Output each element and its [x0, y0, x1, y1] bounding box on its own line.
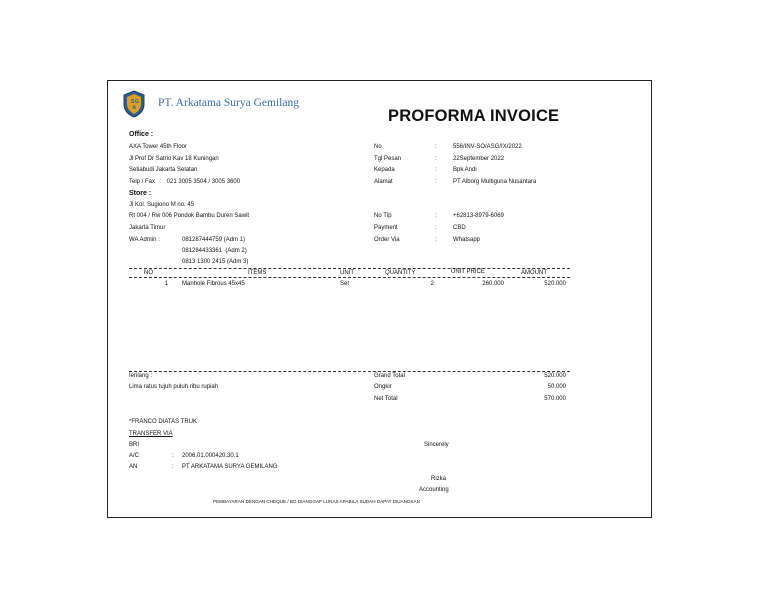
- logo-letter: G: [135, 99, 139, 105]
- order-date: 22September 2022: [453, 156, 505, 162]
- store-line: Jl Kol. Sugiono M no. 45: [129, 202, 195, 208]
- column-header-unit: UNIT: [340, 270, 354, 276]
- office-telp: Telp / Fax : 021 3005 3504 / 3005 3600: [129, 179, 241, 185]
- net-total-value: 570.000: [544, 396, 566, 402]
- info-label: Kepada: [374, 167, 395, 173]
- info-label: No: [374, 144, 382, 150]
- info-colon: :: [435, 167, 437, 173]
- company-name: PT. Arkatama Surya Gemilang: [158, 97, 299, 109]
- column-header-no: NO: [144, 270, 153, 276]
- terbilang-label: Ierilang :: [129, 373, 153, 379]
- table-header-rule: [129, 277, 570, 278]
- wa-label: WA Admin :: [129, 237, 160, 243]
- transfer-heading: TRANSFER VIA: [129, 431, 173, 437]
- column-header-unit-price: UNIT PRICE: [451, 269, 485, 275]
- store-line: Jakarta Timur: [129, 225, 166, 231]
- account-label: A/C: [129, 453, 140, 459]
- signer-role: Accounting: [419, 487, 449, 493]
- info-label: Order Via: [374, 237, 400, 243]
- info-label: Tgl Pesan: [374, 156, 402, 162]
- account-number: 2006.01.000420.30.1: [182, 453, 239, 459]
- info-colon: :: [435, 225, 437, 231]
- customer-address: PT Alborg Multiguna Nusantara: [453, 179, 537, 185]
- info-label: Payment: [374, 225, 398, 231]
- column-header-amount: AMOUNT: [521, 270, 547, 276]
- column-header-quantity: QUANTITY: [385, 270, 416, 276]
- office-line: Setiabudi Jakarta Selatan: [129, 167, 198, 173]
- franco-note: *FRANCO DIATAS TRUK: [129, 419, 198, 425]
- row-item: Manhole Fibrous 45x45: [182, 281, 245, 287]
- row-amount: 520.000: [544, 281, 566, 287]
- info-colon: :: [435, 237, 437, 243]
- customer-name: Bpk Andi: [453, 167, 477, 173]
- row-no: 1: [164, 281, 168, 287]
- info-label: No Tlp: [374, 213, 392, 219]
- totals-top-rule: [129, 371, 570, 372]
- closing-text: Sincerely: [424, 442, 449, 448]
- invoice-sheet: [107, 80, 652, 518]
- account-name-label: AN: [129, 464, 138, 470]
- terbilang-text: Lima ratus tujuh puluh ribu rupiah: [129, 384, 219, 390]
- account-colon: :: [172, 464, 174, 470]
- shipping-label: Ongkir: [374, 384, 392, 390]
- office-line: AXA Tower 45th Floor: [129, 144, 187, 150]
- logo-letter: S: [131, 99, 135, 105]
- office-line: Jl Prof Dr Satrio Kav 18 Kuningan: [129, 156, 219, 162]
- grand-total-value: 520.000: [544, 373, 566, 379]
- shipping-value: 50.000: [547, 384, 566, 390]
- wa-number: 0813 1300 2415 (Adm 3): [182, 259, 249, 265]
- company-logo-icon: [122, 90, 146, 118]
- row-unit: Set: [340, 281, 350, 287]
- payment-footer-note: PEMBAYARAN DENGAN CHEQUE / BG DIANGGAP LUNAS APABILA SUDAH DAPAT DIUANGKAN: [213, 499, 420, 504]
- order-via: Whatsapp: [453, 237, 481, 243]
- account-name: PT ARKATAMA SURYA GEMILANG: [182, 464, 278, 470]
- info-colon: :: [435, 213, 437, 219]
- store-line: Rt 004 / Rw 006 Pondok Bambu Duren Sawit: [129, 213, 250, 219]
- row-quantity: 2: [430, 281, 434, 287]
- signer-name: Rizka: [431, 476, 447, 482]
- payment-method: CBD: [453, 225, 466, 231]
- bank-name: BRI: [129, 442, 140, 448]
- grand-total-label: Grand Total: [374, 373, 405, 379]
- wa-number: 081284433361 (Adm 2): [182, 248, 247, 254]
- row-unit-price: 260.000: [482, 281, 504, 287]
- office-label: Office :: [129, 131, 154, 138]
- info-label: Alamat: [374, 179, 393, 185]
- page-title: PROFORMA INVOICE: [388, 107, 560, 125]
- logo-letter: A: [132, 105, 137, 111]
- customer-phone: +62813-8979-6069: [453, 213, 504, 219]
- info-colon: :: [435, 156, 437, 162]
- info-colon: :: [435, 179, 437, 185]
- wa-number: 081287444759 (Adm 1): [182, 237, 246, 243]
- info-colon: :: [435, 144, 437, 150]
- invoice-number: 556/INV-SO/ASG/IX/2022: [453, 144, 522, 150]
- store-label: Store :: [129, 190, 152, 197]
- net-total-label: Net Total: [374, 396, 398, 402]
- column-header-items: ITEMS: [248, 270, 267, 276]
- account-colon: :: [172, 453, 174, 459]
